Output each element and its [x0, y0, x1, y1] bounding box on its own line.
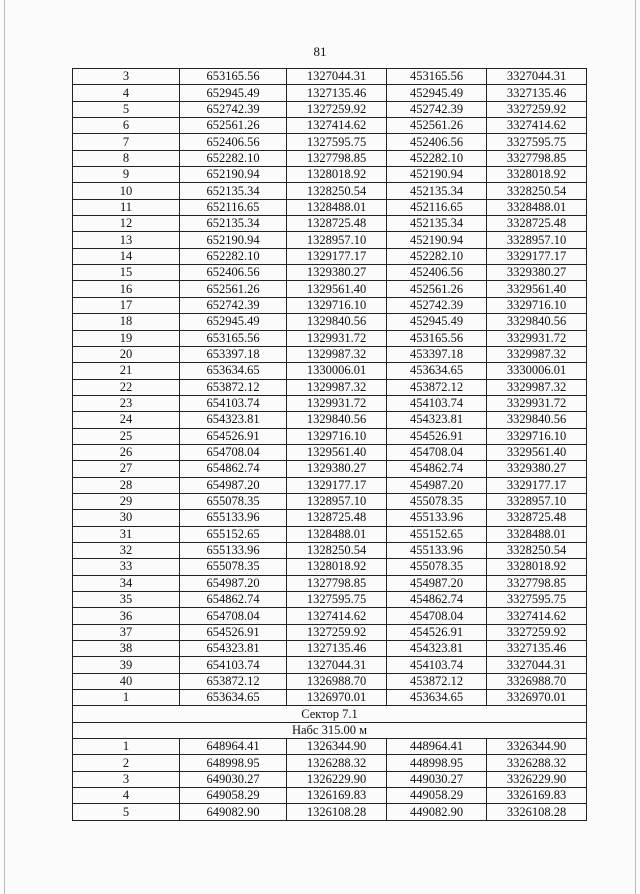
scan-edge-right [635, 0, 636, 894]
x2-cell: 454526.91 [387, 624, 487, 640]
y2-cell: 3329561.40 [487, 444, 587, 460]
y1-cell: 1326169.83 [287, 788, 387, 804]
x1-cell: 649082.90 [180, 804, 287, 820]
y1-cell: 1326108.28 [287, 804, 387, 820]
table-row [73, 363, 587, 379]
y1-cell: 1329840.56 [287, 314, 387, 330]
point-number-cell: 17 [73, 297, 180, 313]
x1-cell: 653872.12 [180, 379, 287, 395]
x1-cell: 652282.10 [180, 150, 287, 166]
y2-cell: 3329716.10 [487, 428, 587, 444]
table-row [73, 428, 587, 444]
x2-cell: 453872.12 [387, 673, 487, 689]
x1-cell: 652561.26 [180, 118, 287, 134]
point-number-cell: 13 [73, 232, 180, 248]
point-number-cell: 9 [73, 167, 180, 183]
table-row [73, 281, 587, 297]
y1-cell: 1329931.72 [287, 395, 387, 411]
y1-cell: 1329177.17 [287, 248, 387, 264]
x1-cell: 652190.94 [180, 232, 287, 248]
point-number-cell: 24 [73, 412, 180, 428]
y1-cell: 1327135.46 [287, 641, 387, 657]
y1-cell: 1328250.54 [287, 542, 387, 558]
point-number-cell: 3 [73, 771, 180, 787]
table-row [73, 542, 587, 558]
x1-cell: 652742.39 [180, 101, 287, 117]
x2-cell: 454103.74 [387, 395, 487, 411]
x2-cell: 455133.96 [387, 510, 487, 526]
x2-cell: 452406.56 [387, 265, 487, 281]
sector-title: Сектор 7.1 [73, 706, 587, 722]
x2-cell: 454987.20 [387, 575, 487, 591]
table-row [73, 216, 587, 232]
x2-cell: 453872.12 [387, 379, 487, 395]
table-row [73, 69, 587, 85]
x2-cell: 452135.34 [387, 216, 487, 232]
table-row [73, 101, 587, 117]
y1-cell: 1327798.85 [287, 575, 387, 591]
y2-cell: 3328957.10 [487, 493, 587, 509]
sector-header [73, 706, 587, 739]
point-number-cell: 31 [73, 526, 180, 542]
table-row [73, 739, 587, 755]
y2-cell: 3327135.46 [487, 85, 587, 101]
table-row [73, 788, 587, 804]
table-row [73, 461, 587, 477]
y2-cell: 3326970.01 [487, 690, 587, 706]
x2-cell: 454987.20 [387, 477, 487, 493]
y2-cell: 3326288.32 [487, 755, 587, 771]
y1-cell: 1327259.92 [287, 101, 387, 117]
y1-cell: 1329840.56 [287, 412, 387, 428]
page-number: 81 [313, 44, 327, 59]
y1-cell: 1329561.40 [287, 444, 387, 460]
x1-cell: 654862.74 [180, 461, 287, 477]
y1-cell: 1329177.17 [287, 477, 387, 493]
y1-cell: 1329716.10 [287, 428, 387, 444]
point-number-cell: 34 [73, 575, 180, 591]
x1-cell: 652135.34 [180, 216, 287, 232]
point-number-cell: 36 [73, 608, 180, 624]
point-number-cell: 21 [73, 363, 180, 379]
y2-cell: 3327044.31 [487, 657, 587, 673]
x2-cell: 452945.49 [387, 85, 487, 101]
x1-cell: 648998.95 [180, 755, 287, 771]
x2-cell: 452135.34 [387, 183, 487, 199]
point-number-cell: 19 [73, 330, 180, 346]
x1-cell: 654708.04 [180, 444, 287, 460]
x1-cell: 653872.12 [180, 673, 287, 689]
point-number-cell: 1 [73, 690, 180, 706]
table-row [73, 771, 587, 787]
x1-cell: 653634.65 [180, 363, 287, 379]
x1-cell: 654103.74 [180, 657, 287, 673]
table-row [73, 559, 587, 575]
sector-subtitle: Набс 315.00 м [73, 722, 587, 738]
table-row [73, 167, 587, 183]
x2-cell: 449058.29 [387, 788, 487, 804]
y1-cell: 1327044.31 [287, 69, 387, 85]
y1-cell: 1329716.10 [287, 297, 387, 313]
point-number-cell: 11 [73, 199, 180, 215]
point-number-cell: 12 [73, 216, 180, 232]
table-row [73, 641, 587, 657]
y2-cell: 3329177.17 [487, 477, 587, 493]
table-row [73, 477, 587, 493]
point-number-cell: 37 [73, 624, 180, 640]
x1-cell: 655078.35 [180, 559, 287, 575]
y2-cell: 3329840.56 [487, 314, 587, 330]
point-number-cell: 23 [73, 395, 180, 411]
y1-cell: 1330006.01 [287, 363, 387, 379]
y2-cell: 3327414.62 [487, 118, 587, 134]
x2-cell: 449030.27 [387, 771, 487, 787]
point-number-cell: 26 [73, 444, 180, 460]
x2-cell: 455152.65 [387, 526, 487, 542]
table-row [73, 624, 587, 640]
y1-cell: 1327414.62 [287, 608, 387, 624]
table-row [73, 330, 587, 346]
table-row [73, 412, 587, 428]
point-number-cell: 3 [73, 69, 180, 85]
y2-cell: 3328488.01 [487, 526, 587, 542]
x2-cell: 453634.65 [387, 690, 487, 706]
x2-cell: 449082.90 [387, 804, 487, 820]
x1-cell: 652945.49 [180, 85, 287, 101]
y1-cell: 1328018.92 [287, 167, 387, 183]
y1-cell: 1328725.48 [287, 510, 387, 526]
y1-cell: 1329987.32 [287, 346, 387, 362]
x1-cell: 652116.65 [180, 199, 287, 215]
x2-cell: 448998.95 [387, 755, 487, 771]
y1-cell: 1327595.75 [287, 592, 387, 608]
y2-cell: 3328018.92 [487, 559, 587, 575]
point-number-cell: 30 [73, 510, 180, 526]
x2-cell: 453165.56 [387, 330, 487, 346]
point-number-cell: 2 [73, 755, 180, 771]
sector-table-body [73, 739, 587, 821]
point-number-cell: 5 [73, 101, 180, 117]
y2-cell: 3329987.32 [487, 379, 587, 395]
x1-cell: 652406.56 [180, 134, 287, 150]
x2-cell: 452561.26 [387, 281, 487, 297]
y1-cell: 1328250.54 [287, 183, 387, 199]
x1-cell: 655152.65 [180, 526, 287, 542]
y2-cell: 3328250.54 [487, 542, 587, 558]
x2-cell: 455078.35 [387, 559, 487, 575]
y2-cell: 3328957.10 [487, 232, 587, 248]
y2-cell: 3329840.56 [487, 412, 587, 428]
table-row [73, 379, 587, 395]
x1-cell: 655133.96 [180, 510, 287, 526]
x2-cell: 448964.41 [387, 739, 487, 755]
x2-cell: 453165.56 [387, 69, 487, 85]
x2-cell: 455078.35 [387, 493, 487, 509]
x1-cell: 654987.20 [180, 477, 287, 493]
y2-cell: 3329931.72 [487, 395, 587, 411]
table-row [73, 85, 587, 101]
y2-cell: 3326108.28 [487, 804, 587, 820]
point-number-cell: 7 [73, 134, 180, 150]
y2-cell: 3328250.54 [487, 183, 587, 199]
x2-cell: 452561.26 [387, 118, 487, 134]
x1-cell: 653165.56 [180, 69, 287, 85]
y1-cell: 1328488.01 [287, 526, 387, 542]
y2-cell: 3327259.92 [487, 101, 587, 117]
point-number-cell: 6 [73, 118, 180, 134]
x1-cell: 653634.65 [180, 690, 287, 706]
y1-cell: 1327259.92 [287, 624, 387, 640]
x2-cell: 452282.10 [387, 248, 487, 264]
table-row [73, 804, 587, 820]
point-number-cell: 32 [73, 542, 180, 558]
point-number-cell: 8 [73, 150, 180, 166]
y1-cell: 1326288.32 [287, 755, 387, 771]
x2-cell: 452190.94 [387, 232, 487, 248]
y2-cell: 3329987.32 [487, 346, 587, 362]
scan-edge-left [4, 0, 5, 894]
y2-cell: 3326344.90 [487, 739, 587, 755]
table-row [73, 575, 587, 591]
table-row [73, 526, 587, 542]
table-row [73, 493, 587, 509]
x1-cell: 655078.35 [180, 493, 287, 509]
x2-cell: 454862.74 [387, 592, 487, 608]
x2-cell: 452190.94 [387, 167, 487, 183]
x1-cell: 652135.34 [180, 183, 287, 199]
table-row [73, 592, 587, 608]
x2-cell: 453634.65 [387, 363, 487, 379]
x2-cell: 452116.65 [387, 199, 487, 215]
point-number-cell: 35 [73, 592, 180, 608]
x2-cell: 453397.18 [387, 346, 487, 362]
table-row [73, 608, 587, 624]
y1-cell: 1327135.46 [287, 85, 387, 101]
table-row [73, 150, 587, 166]
point-number-cell: 20 [73, 346, 180, 362]
x2-cell: 452282.10 [387, 150, 487, 166]
y2-cell: 3327135.46 [487, 641, 587, 657]
x1-cell: 654987.20 [180, 575, 287, 591]
x1-cell: 653397.18 [180, 346, 287, 362]
y2-cell: 3328725.48 [487, 510, 587, 526]
point-number-cell: 33 [73, 559, 180, 575]
y2-cell: 3329380.27 [487, 265, 587, 281]
y1-cell: 1326988.70 [287, 673, 387, 689]
coordinates-table-body [73, 69, 587, 706]
y1-cell: 1328725.48 [287, 216, 387, 232]
table-row [73, 134, 587, 150]
y1-cell: 1327595.75 [287, 134, 387, 150]
y1-cell: 1329987.32 [287, 379, 387, 395]
table-row [73, 248, 587, 264]
y2-cell: 3327414.62 [487, 608, 587, 624]
y1-cell: 1326344.90 [287, 739, 387, 755]
y2-cell: 3327798.85 [487, 575, 587, 591]
y2-cell: 3328018.92 [487, 167, 587, 183]
table-row [73, 690, 587, 706]
y1-cell: 1329380.27 [287, 265, 387, 281]
point-number-cell: 27 [73, 461, 180, 477]
point-number-cell: 40 [73, 673, 180, 689]
point-number-cell: 22 [73, 379, 180, 395]
x1-cell: 653165.56 [180, 330, 287, 346]
point-number-cell: 39 [73, 657, 180, 673]
table-row [73, 297, 587, 313]
point-number-cell: 14 [73, 248, 180, 264]
y1-cell: 1328957.10 [287, 493, 387, 509]
x1-cell: 652190.94 [180, 167, 287, 183]
y2-cell: 3326988.70 [487, 673, 587, 689]
x1-cell: 652282.10 [180, 248, 287, 264]
y2-cell: 3326229.90 [487, 771, 587, 787]
table-row [73, 199, 587, 215]
x1-cell: 652945.49 [180, 314, 287, 330]
x1-cell: 654103.74 [180, 395, 287, 411]
y1-cell: 1327798.85 [287, 150, 387, 166]
y2-cell: 3328725.48 [487, 216, 587, 232]
x2-cell: 454526.91 [387, 428, 487, 444]
point-number-cell: 4 [73, 85, 180, 101]
y1-cell: 1326970.01 [287, 690, 387, 706]
x1-cell: 649030.27 [180, 771, 287, 787]
table-row [73, 444, 587, 460]
table-row [73, 395, 587, 411]
x1-cell: 654323.81 [180, 641, 287, 657]
point-number-cell: 15 [73, 265, 180, 281]
x1-cell: 648964.41 [180, 739, 287, 755]
x2-cell: 454323.81 [387, 412, 487, 428]
x2-cell: 452742.39 [387, 101, 487, 117]
y1-cell: 1329931.72 [287, 330, 387, 346]
x2-cell: 452406.56 [387, 134, 487, 150]
table-row [73, 183, 587, 199]
point-number-cell: 1 [73, 739, 180, 755]
x1-cell: 654526.91 [180, 428, 287, 444]
y2-cell: 3327259.92 [487, 624, 587, 640]
x2-cell: 454323.81 [387, 641, 487, 657]
point-number-cell: 16 [73, 281, 180, 297]
x1-cell: 652742.39 [180, 297, 287, 313]
x1-cell: 654862.74 [180, 592, 287, 608]
x2-cell: 454103.74 [387, 657, 487, 673]
y2-cell: 3327798.85 [487, 150, 587, 166]
x2-cell: 454708.04 [387, 444, 487, 460]
y2-cell: 3326169.83 [487, 788, 587, 804]
y1-cell: 1326229.90 [287, 771, 387, 787]
x1-cell: 652561.26 [180, 281, 287, 297]
table-row [73, 265, 587, 281]
table-row [73, 673, 587, 689]
y2-cell: 3328488.01 [487, 199, 587, 215]
x2-cell: 452945.49 [387, 314, 487, 330]
point-number-cell: 25 [73, 428, 180, 444]
point-number-cell: 18 [73, 314, 180, 330]
y1-cell: 1327044.31 [287, 657, 387, 673]
x2-cell: 452742.39 [387, 297, 487, 313]
y1-cell: 1328957.10 [287, 232, 387, 248]
y2-cell: 3329716.10 [487, 297, 587, 313]
table-row [73, 314, 587, 330]
y2-cell: 3329177.17 [487, 248, 587, 264]
table-row [73, 510, 587, 526]
point-number-cell: 28 [73, 477, 180, 493]
x1-cell: 654708.04 [180, 608, 287, 624]
y1-cell: 1329561.40 [287, 281, 387, 297]
y1-cell: 1329380.27 [287, 461, 387, 477]
x1-cell: 654323.81 [180, 412, 287, 428]
y2-cell: 3330006.01 [487, 363, 587, 379]
y1-cell: 1328018.92 [287, 559, 387, 575]
y2-cell: 3327595.75 [487, 134, 587, 150]
x1-cell: 652406.56 [180, 265, 287, 281]
table-row [73, 232, 587, 248]
point-number-cell: 38 [73, 641, 180, 657]
point-number-cell: 5 [73, 804, 180, 820]
y2-cell: 3329561.40 [487, 281, 587, 297]
y2-cell: 3329931.72 [487, 330, 587, 346]
table-row [73, 755, 587, 771]
table-row [73, 346, 587, 362]
y1-cell: 1327414.62 [287, 118, 387, 134]
coordinates-table [72, 68, 587, 821]
point-number-cell: 4 [73, 788, 180, 804]
x2-cell: 455133.96 [387, 542, 487, 558]
x1-cell: 654526.91 [180, 624, 287, 640]
table-row [73, 118, 587, 134]
point-number-cell: 10 [73, 183, 180, 199]
y2-cell: 3327044.31 [487, 69, 587, 85]
x1-cell: 655133.96 [180, 542, 287, 558]
table-row [73, 657, 587, 673]
y2-cell: 3329380.27 [487, 461, 587, 477]
point-number-cell: 29 [73, 493, 180, 509]
y1-cell: 1328488.01 [287, 199, 387, 215]
y2-cell: 3327595.75 [487, 592, 587, 608]
x1-cell: 649058.29 [180, 788, 287, 804]
x2-cell: 454708.04 [387, 608, 487, 624]
x2-cell: 454862.74 [387, 461, 487, 477]
